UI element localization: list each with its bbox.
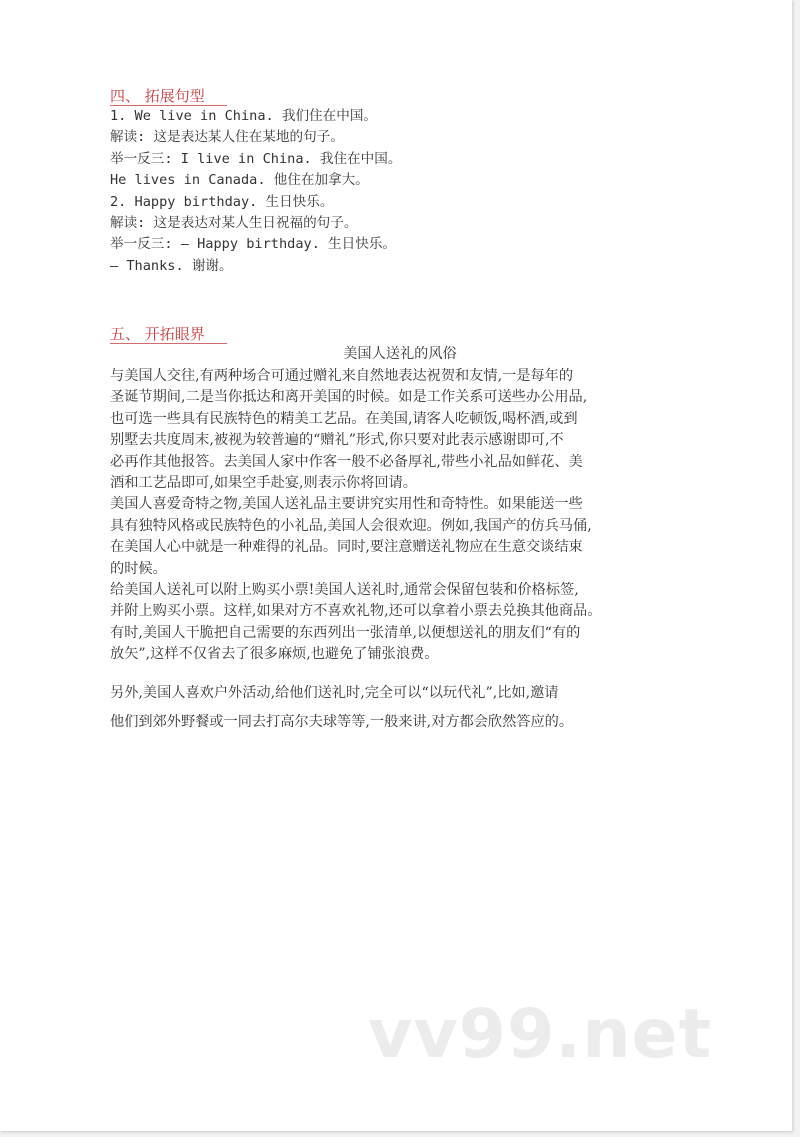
text-line: 举一反三: — Happy birthday. 生日快乐。: [110, 236, 397, 253]
text-line: 举一反三: I live in China. 我住在中国。: [110, 150, 402, 167]
text-line: 解读: 这是表达某人住在某地的句子。: [110, 129, 344, 146]
text-line: 也可选一些具有民族特色的精美工艺品。在美国,请客人吃顿饭,喝杯酒,或到: [110, 410, 578, 427]
text-line: 圣诞节期间,二是当你抵达和离开美国的时候。如是工作关系可送些办公用品,: [110, 389, 588, 406]
text-line: 别墅去共度周末,被视为较普遍的“赠礼”形式,你只要对此表示感谢即可,不: [110, 432, 564, 449]
section-4-body: [110, 106, 401, 277]
text-line: He lives in Canada. 他住在加拿大。: [110, 172, 369, 189]
text-line: 给美国人送礼可以附上购买小票!美国人送礼时,通常会保留包装和价格标签,: [110, 581, 579, 598]
text-line: 1. We live in China. 我们住在中国。: [110, 108, 378, 124]
section-5-heading: 五、 开拓眼界: [110, 325, 227, 344]
text-line: 并附上购买小票。这样,如果对方不喜欢礼物,还可以拿着小票去兑换其他商品。: [110, 603, 602, 620]
text-line: 另外,美国人喜欢户外活动,给他们送礼时,完全可以“以玩代礼”,比如,邀请: [110, 685, 559, 701]
text-line: 他们到郊外野餐或一同去打高尔夫球等等,一般来讲,对方都会欣然答应的。: [110, 714, 574, 730]
watermark: vv99.net: [368, 995, 713, 1074]
text-line: 具有独特风格或民族特色的小礼品,美国人会很欢迎。例如,我国产的仿兵马俑,: [110, 517, 592, 534]
section-4-heading: 四、 拓展句型: [110, 87, 227, 106]
article-body: [110, 366, 601, 665]
text-line: 2. Happy birthday. 生日快乐。: [110, 193, 334, 210]
text-line: 放矢”,这样不仅省去了很多麻烦,也避免了铺张浪费。: [110, 646, 439, 663]
text-line: 必再作其他报答。去美国人家中作客一般不必备厚礼,带些小礼品如鲜花、美: [110, 453, 583, 470]
text-line: 在美国人心中就是一种难得的礼品。同时,要注意赠送礼物应在生意交谈结束: [110, 539, 583, 556]
text-line: 的时候。: [110, 560, 167, 577]
text-line: 解读: 这是表达对某人生日祝福的句子。: [110, 214, 358, 231]
article-last-paragraph: [110, 679, 573, 737]
text-line: — Thanks. 谢谢。: [110, 257, 233, 274]
article-title: 美国人送礼的风俗: [343, 346, 457, 362]
text-line: 美国人喜爱奇特之物,美国人送礼品主要讲究实用性和奇特性。如果能送一些: [110, 496, 583, 513]
text-line: 酒和工艺品即可,如果空手赴宴,则表示你将回请。: [110, 474, 417, 491]
text-line: 与美国人交往,有两种场合可通过赠礼来自然地表达祝贺和友情,一是每年的: [110, 368, 574, 384]
text-line: 有时,美国人干脆把自己需要的东西列出一张清单,以便想送礼的朋友们“有的: [110, 624, 581, 641]
